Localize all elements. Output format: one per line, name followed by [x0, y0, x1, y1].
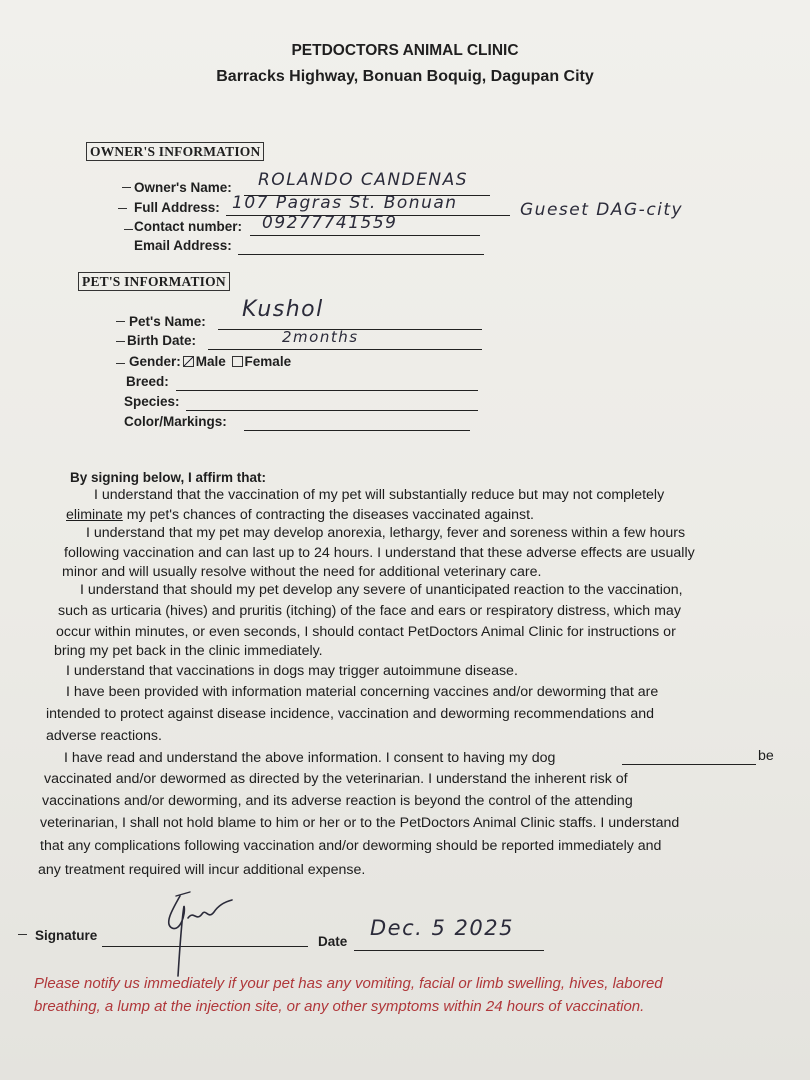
owner-section-title: OWNER'S INFORMATION	[86, 142, 264, 161]
signature-tick-mark	[18, 934, 27, 935]
address-tick-mark	[118, 208, 127, 209]
clinic-address: Barracks Highway, Bonuan Boquig, Dagupan City	[216, 68, 594, 85]
aftercare-notice-line2: breathing, a lump at the injection site, or any other symptoms within 24 hours of vaccination.	[34, 998, 645, 1015]
consent-p2-line3: minor and will usually resolve without the need for additional veterinary care.	[62, 564, 542, 580]
consent-p3-line2: such as urticaria (hives) and pruritis (itching) of the face and ears or respiratory distress, which may	[58, 603, 681, 619]
handwritten-signature[interactable]	[150, 888, 250, 980]
contact-value[interactable]: 09277741559	[262, 213, 398, 233]
species-line	[186, 410, 478, 411]
aftercare-notice-line1: Please notify us immediately if your pet has any vomiting, facial or limb swelling, hives, labored	[34, 975, 663, 992]
address-value[interactable]: 107 Pagras St. Bonuan	[232, 193, 458, 213]
consent-p5-line2: intended to protect against disease incidence, vaccination and deworming recommendations and	[46, 706, 655, 722]
date-label: Date	[318, 934, 348, 949]
consent-p3-line3: occur within minutes, or even seconds, I should contact PetDoctors Animal Clinic for instructions or	[56, 624, 676, 640]
dog-name-line	[622, 764, 756, 765]
birth-date-label: Birth Date:	[127, 333, 197, 348]
consent-p1-line2: eliminate my pet's chances of contracting the diseases vaccinated against.	[66, 507, 535, 523]
birth-date-value[interactable]: 2months	[282, 328, 359, 346]
consent-p6-line1-end: be	[758, 748, 774, 764]
consent-p2-line1: I understand that my pet may develop anorexia, lethargy, fever and soreness within a few hours	[86, 525, 686, 541]
consent-p4-line1: I understand that vaccinations in dogs may trigger autoimmune disease.	[66, 663, 518, 679]
birth-tick-mark	[116, 341, 125, 342]
consent-p6-line6: any treatment required will incur additional expense.	[38, 862, 366, 878]
consent-p6-line3: vaccinations and/or deworming, and its adverse reaction is beyond the control of the attending	[42, 793, 633, 809]
pet-section-title: PET'S INFORMATION	[78, 272, 230, 291]
email-label: Email Address:	[134, 238, 232, 253]
breed-label: Breed:	[126, 374, 169, 389]
owner-name-label: Owner's Name:	[134, 180, 232, 195]
gender-label: Gender:	[129, 354, 181, 369]
address-value-continued[interactable]: Gueset DAG-city	[520, 200, 684, 220]
contact-line	[250, 235, 480, 236]
breed-line	[176, 390, 478, 391]
color-markings-label: Color/Markings:	[124, 414, 227, 429]
clinic-name: PETDOCTORS ANIMAL CLINIC	[291, 42, 519, 59]
address-label: Full Address:	[134, 200, 220, 215]
email-line	[238, 254, 484, 255]
contact-label: Contact number:	[134, 219, 242, 234]
color-markings-line	[244, 430, 470, 431]
gender-row	[129, 354, 291, 369]
consent-p6-line2: vaccinated and/or dewormed as directed by the veterinarian. I understand the inherent risk of	[44, 771, 628, 787]
birth-date-line	[208, 349, 482, 350]
female-checkbox[interactable]	[232, 356, 243, 367]
consent-p6-line1: I have read and understand the above information. I consent to having my dog	[64, 750, 556, 766]
owner-name-value[interactable]: ROLANDO CANDENAS	[258, 170, 469, 190]
pet-name-label: Pet's Name:	[129, 314, 206, 329]
male-checkbox[interactable]	[183, 356, 194, 367]
consent-p3-line4: bring my pet back in the clinic immediately.	[54, 643, 323, 659]
pet-name-value[interactable]: Kushol	[242, 297, 324, 322]
consent-p5-line1: I have been provided with information material concerning vaccines and/or deworming that are	[66, 684, 659, 700]
consent-p2-line2: following vaccination and can last up to 24 hours. I understand that these adverse effects are usually	[64, 545, 695, 561]
consent-p5-line3: adverse reactions.	[46, 728, 162, 744]
consent-p6-line5: that any complications following vaccination and/or deworming should be reported immediately and	[40, 838, 662, 854]
contact-tick-mark	[124, 229, 133, 230]
pet-name-tick-mark	[116, 321, 125, 322]
female-label: Female	[244, 354, 292, 369]
owner-name-tick-mark	[122, 187, 131, 188]
consent-p1-line1: I understand that the vaccination of my pet will substantially reduce but may not completely	[94, 487, 665, 503]
date-line	[354, 950, 544, 951]
date-value[interactable]: Dec. 5 2025	[370, 916, 514, 940]
consent-intro: By signing below, I affirm that:	[70, 470, 267, 485]
signature-label: Signature	[35, 928, 98, 943]
aftercare-notice	[34, 972, 663, 1018]
species-label: Species:	[124, 394, 180, 409]
consent-p6-line4: veterinarian, I shall not hold blame to him or her or to the PetDoctors Animal Clinic staffs. I understand	[40, 815, 680, 831]
consent-p3-line1: I understand that should my pet develop any severe of unanticipated reaction to the vaccination,	[80, 582, 683, 598]
gender-tick-mark	[116, 363, 125, 364]
male-label: Male	[195, 354, 226, 369]
